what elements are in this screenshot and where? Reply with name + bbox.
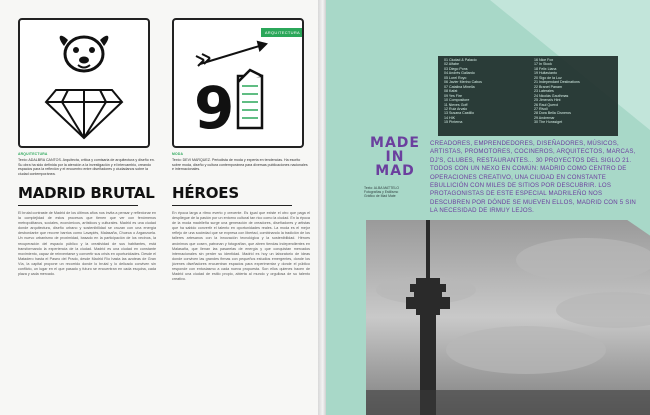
list-item: 06 Javier Merino Cabos — [444, 80, 482, 85]
list-item: 05 Lorel Royo — [444, 75, 467, 80]
title-rule — [18, 205, 138, 206]
title-rule — [172, 205, 292, 206]
list-item: 09 Yes Fire — [444, 93, 462, 98]
section-label: ARQUITECTURA — [18, 152, 48, 156]
author-note: Texto: ADALBRA CANTOS. Arquitecta, critica y comisaria de arquitectura y diseño en. Su obra ha sido definida por la atención a la investigación y el intercambio, creando espacios para la reflexión y el encuentro entre diseñadores y ciudadanos sobre la ciudad contemporánea. — [18, 158, 155, 176]
list-item: 29 Andremar — [534, 115, 555, 120]
logo-line: MAD — [375, 163, 415, 179]
list-item: 15 Pinterna — [444, 120, 463, 125]
list-item: 28 Dora Bella Cisneros — [534, 111, 571, 116]
list-item: 23 Laterales — [534, 89, 554, 94]
list-item: 11 Nieves Goff — [444, 102, 468, 107]
article-title: MADRID BRUTAL — [18, 184, 155, 202]
list-item: 01 Ciudad & Palacio — [444, 58, 477, 62]
list-item: 08 Kafat — [444, 89, 458, 94]
right-page — [326, 0, 650, 415]
list-item: 27 Rivoli — [534, 106, 548, 111]
dog-diamond-illustration — [18, 18, 150, 148]
article-column-heroes — [172, 152, 310, 407]
credits-text: Texto: ALBA MATTELO Fotografías y Estilismo Gráfico de Mad Mate — [364, 186, 399, 199]
photo-edge — [326, 220, 366, 415]
list-item: 12 Ruiz Arvalo — [444, 106, 468, 111]
diamond-icon — [46, 90, 122, 138]
article-title: HÉROES — [172, 184, 239, 202]
list-item: 19 Hultavianto — [534, 71, 557, 76]
list-item: 02 Alfabe — [444, 62, 459, 67]
list-item: 13 Susana Castillo — [444, 111, 474, 116]
list-item: 07 Catalina Minella — [444, 84, 475, 89]
list-item: 18 Felix Liana — [534, 66, 557, 71]
list-item: 16 Nice Fox — [534, 58, 554, 62]
section-label: MODA — [172, 152, 184, 156]
names-list — [444, 58, 618, 125]
names-column-left — [444, 58, 528, 125]
list-item: 30 The Hunssiget — [534, 120, 563, 125]
list-item: 17 In Stock — [534, 62, 552, 67]
section-tag: ARQUITECTURA — [261, 28, 304, 37]
list-item: 03 Diego Pons — [444, 66, 468, 71]
intro-text: CREADORES, EMPRENDEDORES, DISEÑADORES, MÚSICOS, ARTISTAS, PROMOTORES, COCINEROS, ARQUITECTOS, MARCAS, DJ'S, CLUBES, RESTAURANTES... 30 PROYECTOS DEL SIGLO 21. TODOS CON UN NEXO EN COMÚN: MADRID COMO CENTRO DE OPERACIONES CREATIVO, UNA CIUDAD EN CONSTANTE EBULLICIÓN CON MILES DE SITIOS POR DESCUBRIR. LOS PROTAGONISTAS DE ESTE ESPECIAL MADRILEÑO NOS DESCUBREN POR DÓNDE SE MUEVEN ELLOS, MADRID CON 5 SIN LA NECESIDAD DE IRMUY LEJOS. — [430, 140, 636, 215]
article-body: En época larga a ritmo everto y crecente. Es igual que existe el otro que paga el despliegue de la pasión por un entorno cultural tan rico como la ciudad. En la época de la moda madrileña surge una generación de creadores, diseñadores y artistas que ha sabido convertir el talento en oportunidades reales. La moda es el mejor reflejo de una sociedad que se expresa con libertad, combinando la tradición de los talleres artesanos con la innovación tecnológica y la sostenibilidad. Héroes anónimos que cosen, patronan y fotografían, que abren tiendas independientes en Malasaña, que llenan las pasarelas de energía y que conquistan mercados internacionales sin perder su identidad. Madrid es hoy un laboratorio de ideas donde conviven las grandes firmas con pequeños estudios emergentes, donde los jóvenes diseñadores encuentran espacios para experimentar y donde el público responde con entusiasmo a cada nueva propuesta. Son ellos quienes hacen de Madrid una ciudad de estilo propio, abierta al mundo y orgullosa de su talento creativo. — [172, 211, 310, 282]
names-column-right — [534, 58, 618, 125]
number-91-icon — [194, 70, 262, 142]
list-item: 26 Raul Querol — [534, 102, 559, 107]
logo-line: MADE — [370, 135, 420, 151]
arrow-icon — [196, 42, 266, 66]
made-in-mad-logo — [364, 136, 426, 199]
list-item: 14 HIK — [444, 115, 455, 120]
list-item: 21 Independant Destinations — [534, 80, 580, 85]
list-item: 10 Compositore — [444, 98, 470, 103]
tower-photo — [366, 220, 650, 415]
list-item: 22 Branet Panam — [534, 84, 562, 89]
list-item: 24 Nicolás Gauthmas — [534, 93, 569, 98]
dog-icon — [60, 36, 109, 71]
list-item: 04 Andrés Gallardo — [444, 71, 475, 76]
list-item: 25 Jimena's Hint — [534, 98, 561, 103]
svg-text:9: 9 — [194, 74, 235, 142]
author-note: Texto: DEVI MARQUEZ. Periodista de moda y experta en tendencias. Ha escrito sobre moda, diseño y cultura contemporánea para diversas publicaciones nacionales e internacionales. — [172, 158, 308, 172]
article-column-madrid-brutal — [18, 152, 156, 407]
logo-line: IN — [385, 149, 405, 165]
ninety-one-illustration — [172, 18, 304, 148]
list-item: 20 Sigo de la Luz — [534, 75, 562, 80]
left-page — [0, 0, 322, 415]
article-body: El brutal contraste de Madrid de los últimos años nos invita a pensar y reflexionar en la complejidad de estos procesos que tienen que ver con fenómenos metropolitanos, sociales, económicos, artísticos y culturales. Madrid es una ciudad donde arquitectura, diseño urbano y sostenibilidad se cruzan con una energía desbordante que recorre barrios como Lavapiés, Malasaña, Chueca o Arganzuela. Un nuevo urbanismo de proximidad, basado en la participación de los vecinos, la recuperación del espacio público y la creatividad de sus habitantes, está transformando la experiencia de la ciudad. Madrid es una ciudad en constante movimiento, capaz de reinventarse y convertir sus crisis en oportunidades. Desde el Matadero hasta el Paseo del Prado, desde Madrid Río hasta las azoteas de Gran Vía, la capital propone un recorrido donde lo brutal y lo delicado conviven sin conflicto, un lugar en el que pasado y futuro se encuentran en cada esquina, cada plaza y cada mercado. — [18, 211, 156, 277]
page-gutter — [318, 0, 326, 415]
